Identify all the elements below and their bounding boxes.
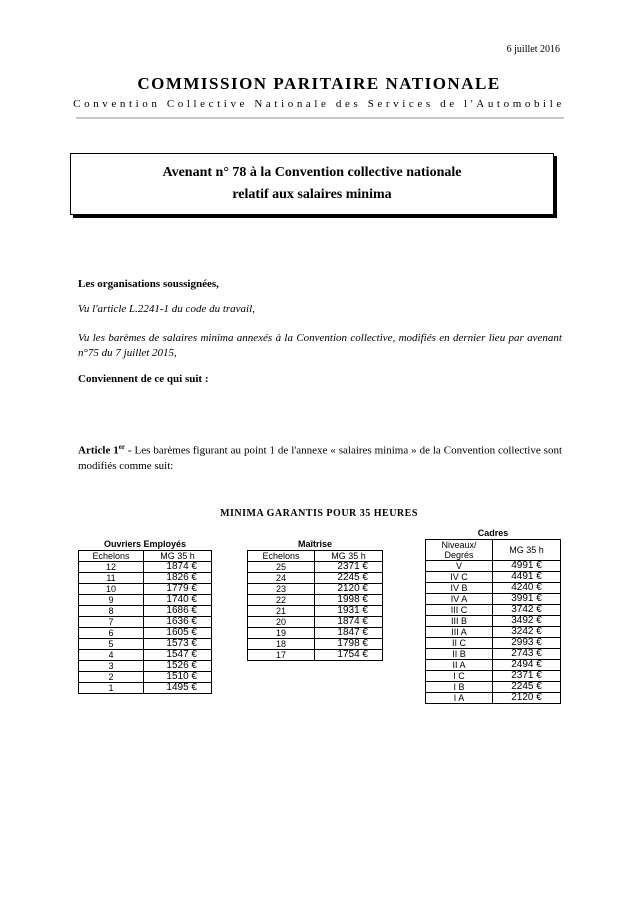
table-header-row [79,551,212,562]
echelon-cell: 3 [79,661,144,672]
echelon-cell: 12 [79,562,144,573]
echelon-cell: 8 [79,606,144,617]
table-header-row [426,540,561,561]
echelon-cell: 7 [79,617,144,628]
ouvriers-table [78,550,212,694]
table-row [248,650,383,661]
column-header: Niveaux/ Degrés [426,540,493,561]
table-row [79,617,212,628]
salary-cell: 1526 € [144,661,212,672]
niveau-cell: II C [426,638,493,649]
table-row [248,562,383,573]
table-header-row [248,551,383,562]
niveau-cell: I B [426,682,493,693]
echelon-cell: 17 [248,650,315,661]
salary-cell: 1874 € [144,562,212,573]
salary-cell: 1931 € [315,606,383,617]
salary-cell: 1605 € [144,628,212,639]
table-row [426,682,561,693]
salary-cell: 1495 € [144,683,212,694]
table-row [79,606,212,617]
salary-cell: 2743 € [493,649,561,660]
salary-cell: 3492 € [493,616,561,627]
table-row [248,584,383,595]
conviennent-paragraph: Conviennent de ce qui suit : [78,373,209,385]
salary-cell: 1847 € [315,628,383,639]
echelon-cell: 5 [79,639,144,650]
salary-cell: 3991 € [493,594,561,605]
salary-cell: 1686 € [144,606,212,617]
table-row [426,583,561,594]
salary-cell: 3242 € [493,627,561,638]
echelon-cell: 20 [248,617,315,628]
article-label: Article 1 [78,444,119,457]
column-header: MG 35 h [144,551,212,562]
salary-cell: 4240 € [493,583,561,594]
table-row [248,639,383,650]
salary-cell: 2245 € [493,682,561,693]
niveau-cell: III B [426,616,493,627]
salary-cell: 1636 € [144,617,212,628]
table-row [79,661,212,672]
table-row [79,562,212,573]
salary-cell: 1754 € [315,650,383,661]
header-divider [76,117,564,119]
table-row [248,628,383,639]
salary-cell: 1826 € [144,573,212,584]
table-row [79,584,212,595]
table-row [426,693,561,704]
document-date: 6 juillet 2016 [506,44,560,55]
table-row [79,683,212,694]
echelon-cell: 21 [248,606,315,617]
article-dash: - [125,444,132,457]
salary-cell: 2245 € [315,573,383,584]
commission-title: COMMISSION PARITAIRE NATIONALE [137,74,501,93]
minima-title: MINIMA GARANTIS POUR 35 HEURES [220,508,418,519]
organisations-paragraph: Les organisations soussignées, [78,278,219,290]
cadres-table-body [426,561,561,704]
article-sup: er [118,443,126,451]
echelon-cell: 19 [248,628,315,639]
article-text: Les barèmes figurant au point 1 de l'annexe « salaires minima » de la Convention collective sont modifiés comme suit: [78,444,562,472]
echelon-cell: 9 [79,595,144,606]
salary-cell: 1874 € [315,617,383,628]
avenant-title-line2: relatif aux salaires minima [232,187,392,202]
table-row [426,572,561,583]
salary-cell: 1998 € [315,595,383,606]
cadres-caption: Cadres [477,528,509,538]
table-row [79,672,212,683]
salary-cell: 2494 € [493,660,561,671]
table-row [248,617,383,628]
salary-cell: 4491 € [493,572,561,583]
table-row [79,573,212,584]
niveau-cell: V [426,561,493,572]
salary-cell: 1573 € [144,639,212,650]
table-row [79,628,212,639]
ouvriers-table-body [79,562,212,694]
salary-cell: 2120 € [493,693,561,704]
table-row [426,671,561,682]
vu-article-paragraph: Vu l'article L.2241-1 du code du travail, [78,303,255,315]
avenant-title-box [70,153,554,215]
echelon-cell: 4 [79,650,144,661]
salary-cell: 1798 € [315,639,383,650]
salary-cell: 4991 € [493,561,561,572]
echelon-cell: 18 [248,639,315,650]
table-row [79,650,212,661]
salary-cell: 1510 € [144,672,212,683]
article-1-paragraph [78,440,562,474]
maitrise-table [247,550,383,661]
salary-cell: 1779 € [144,584,212,595]
table-row [248,573,383,584]
cadres-table [425,539,561,704]
echelon-cell: 10 [79,584,144,595]
table-row [79,639,212,650]
salary-cell: 1740 € [144,595,212,606]
niveau-cell: III A [426,627,493,638]
salary-cell: 2120 € [315,584,383,595]
table-row [248,606,383,617]
echelon-cell: 23 [248,584,315,595]
salary-cell: 3742 € [493,605,561,616]
column-header: MG 35 h [493,540,561,561]
niveau-cell: I A [426,693,493,704]
salary-cell: 2371 € [315,562,383,573]
salary-cell: 2993 € [493,638,561,649]
niveau-cell: III C [426,605,493,616]
salary-cell: 2371 € [493,671,561,682]
echelon-cell: 22 [248,595,315,606]
maitrise-table-body [248,562,383,661]
niveau-cell: II B [426,649,493,660]
echelon-cell: 6 [79,628,144,639]
niveau-cell: I C [426,671,493,682]
niveau-cell: IV C [426,572,493,583]
column-header: Echelons [248,551,315,562]
echelon-cell: 11 [79,573,144,584]
echelon-cell: 25 [248,562,315,573]
table-row [426,638,561,649]
table-row [79,595,212,606]
niveau-cell: IV B [426,583,493,594]
echelon-cell: 1 [79,683,144,694]
table-row [426,660,561,671]
echelon-cell: 2 [79,672,144,683]
ouvriers-caption: Ouvriers Employés [103,539,187,549]
table-row [426,605,561,616]
table-row [426,627,561,638]
table-row [426,649,561,660]
avenant-title-line1: Avenant n° 78 à la Convention collective nationale [162,165,462,180]
column-header: Echelons [79,551,144,562]
table-row [426,616,561,627]
salary-cell: 1547 € [144,650,212,661]
table-row [426,594,561,605]
vu-baremes-paragraph: Vu les barèmes de salaires minima annexés à la Convention collective, modifiés en dernier lieu par avenant n°75 du 7 juillet 2015, [78,332,562,359]
maitrise-caption: Maîtrise [297,539,332,549]
column-header: MG 35 h [315,551,383,562]
table-row [426,561,561,572]
convention-subtitle: Convention Collective Nationale des Services de l'Automobile [73,98,565,110]
niveau-cell: II A [426,660,493,671]
echelon-cell: 24 [248,573,315,584]
table-row [248,595,383,606]
niveau-cell: IV A [426,594,493,605]
